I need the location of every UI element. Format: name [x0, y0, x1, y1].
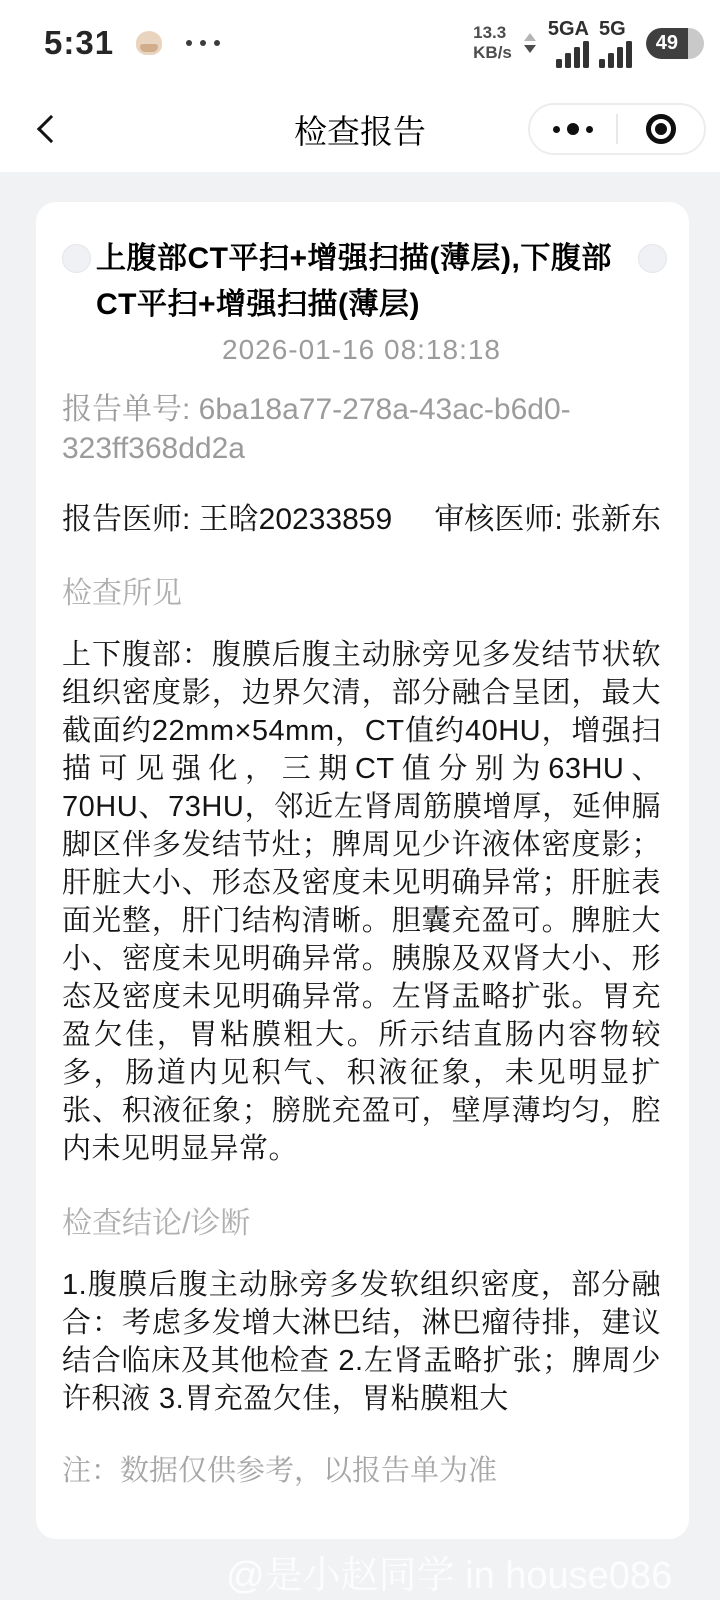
miniprogram-capsule: [528, 103, 706, 155]
status-bar: [0, 0, 720, 86]
disclaimer-note: 注：数据仅供参考，以报告单为准: [62, 1455, 498, 1487]
findings-text: 上下腹部：腹膜后腹主动脉旁见多发结节状软组织密度影，边界欠清，部分融合呈团，最大截面约22mm×54mm，CT值约40HU，增强扫描可见强化，三期CT值分别为63HU、70HU、73HU，邻近左肾周筋膜增厚，延伸膈脚区伴多发结节灶；脾周见少许液体密度影；肝脏大小、形态及密度未见明确异常；肝脏表面光整，肝门结构清晰。胆囊充盈可。脾脏大小、密度未见明确异常。胰腺及双肾大小、形态及密度未见明确异常。左肾盂略扩张。胃充盈欠佳，胃粘膜粗大。所示结直肠内容物较多，肠道内见积气、积液征象，未见明显扩张、积液征象；膀胱充盈可，壁厚薄均匀，腔内未见明显异常。: [62, 639, 661, 1165]
report-title: 上腹部CT平扫+增强扫描(薄层),下腹部CT平扫+增强扫描(薄层): [96, 242, 612, 321]
network-speed-value: 13.3: [473, 23, 507, 42]
findings-header: 检查所见: [62, 577, 182, 610]
status-bar-left: [44, 24, 220, 62]
signal-sim1-icon: [548, 19, 589, 68]
more-button[interactable]: [530, 105, 616, 153]
network-speed: [473, 23, 512, 63]
doctors-row: [62, 494, 661, 538]
title-dot-left: [62, 244, 91, 273]
battery-percent: 49: [655, 31, 678, 54]
report-number: 报告单号: 6ba18a77-278a-43ac-b6d0-323ff368dd2a: [62, 393, 571, 465]
battery-fill: [646, 28, 688, 59]
status-bar-right: [473, 19, 704, 68]
more-notifications-icon: [186, 40, 220, 46]
clock: 5:31: [44, 24, 115, 61]
data-transfer-arrows-icon: [524, 33, 536, 53]
title-dot-right: [638, 244, 667, 273]
back-chevron-icon: [37, 115, 65, 143]
target-circle-icon: [646, 114, 676, 144]
watermark: @是小赵同学 in house086: [226, 1555, 673, 1597]
network-speed-unit: KB/s: [473, 43, 512, 62]
page-title: 检查报告: [294, 112, 426, 150]
sim1-network-type: 5GA: [547, 17, 589, 40]
report-doctor: 报告医师: 王晗20233859: [62, 503, 393, 536]
report-title-row: [62, 236, 661, 328]
sim2-signal-bars-icon: [599, 41, 632, 68]
back-button[interactable]: [18, 86, 78, 172]
close-miniprogram-button[interactable]: [618, 105, 704, 153]
review-doctor: 审核医师: 张新东: [434, 503, 661, 536]
notification-emoji-icon: [136, 31, 162, 55]
report-datetime: 2026-01-16 08:18:18: [222, 334, 501, 365]
sim2-network-type: 5G: [599, 17, 626, 40]
sim1-signal-bars-icon: [556, 41, 589, 68]
conclusion-header: 检查结论/诊断: [62, 1207, 251, 1240]
more-dots-icon: [553, 123, 593, 135]
nav-bar: [0, 86, 720, 172]
report-page-content: [0, 202, 720, 1600]
conclusion-text: 1.腹膜后腹主动脉旁多发软组织密度，部分融合：考虑多发增大淋巴结，淋巴瘤待排，建议结合临床及其他检查 2.左肾盂略扩张；脾周少许积液 3.胃充盈欠佳，胃粘膜粗大: [62, 1269, 661, 1415]
battery-icon: [646, 28, 704, 59]
report-card: [36, 202, 689, 1539]
signal-sim2-icon: [599, 19, 632, 68]
